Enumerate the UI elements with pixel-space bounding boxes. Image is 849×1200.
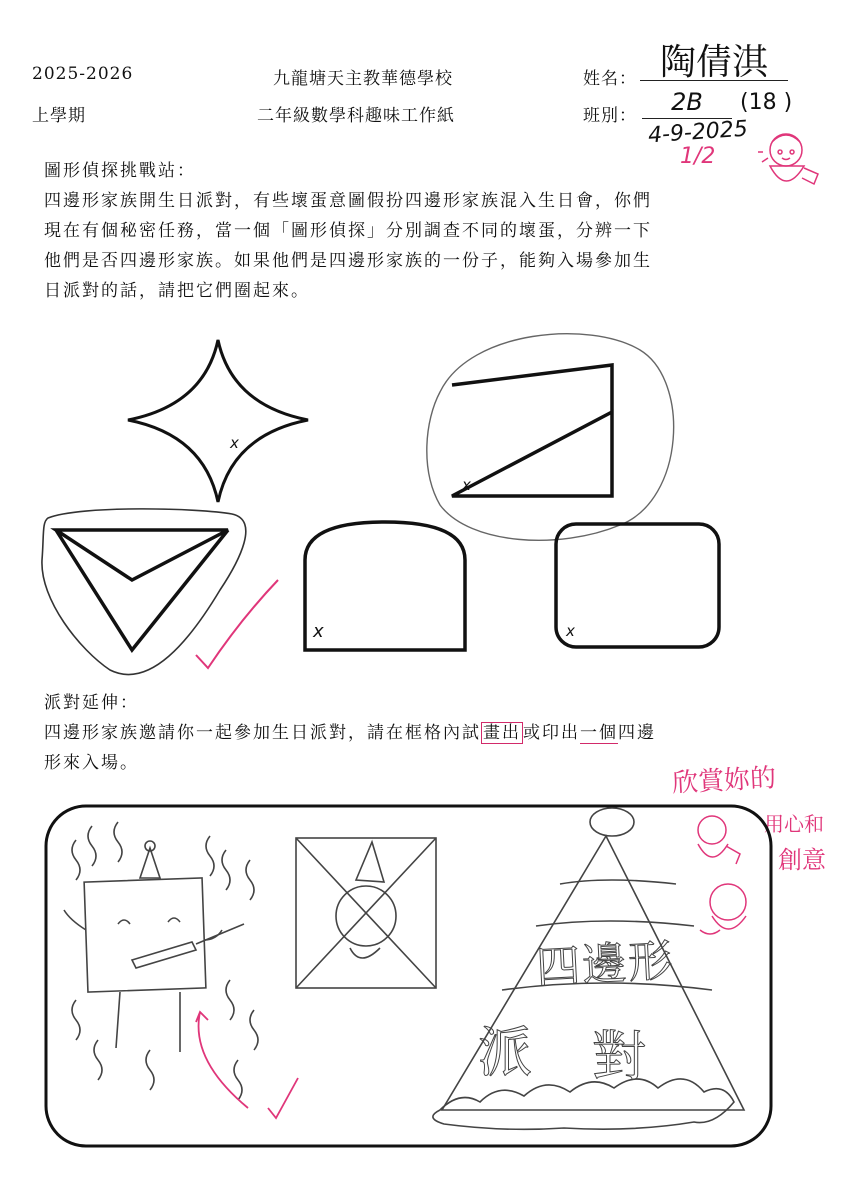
character-sticker [698, 816, 740, 864]
class-field: 2B [642, 88, 732, 119]
x-mark: x [462, 476, 471, 494]
x-mark: x [313, 621, 324, 642]
school-year: 2025-2026 [32, 64, 134, 84]
boxed-word: 畫出 [483, 723, 521, 743]
hat-text: 四邊形 [534, 935, 676, 994]
x-mark: x [230, 434, 239, 452]
school-name: 九龍塘天主教華德學校 [273, 69, 453, 89]
name-field: 陶倩淇 [640, 34, 788, 81]
square-character-drawing [64, 822, 258, 1100]
underlined-word: 一個 [580, 723, 618, 743]
x-mark: x [566, 622, 575, 640]
score: 1/2 [680, 144, 716, 169]
character-sticker [700, 884, 746, 934]
class-number: (18 ) [740, 90, 793, 115]
instruction-text: 四邊 [618, 723, 656, 743]
teacher-comment-line1: 欣賞妳的 [671, 763, 777, 799]
worksheet-title: 二年級數學科趣味工作紙 [257, 106, 455, 126]
section1-title: 圖形偵探挑戰站： [44, 161, 196, 181]
section1-line: 現在有個秘密任務，當一個「圖形偵探」分別調查不同的壞蛋，分辨一下 [44, 221, 652, 241]
instruction-text: 四邊形家族邀請你一起參加生日派對，請在框格內試 [44, 723, 481, 743]
section1-line: 四邊形家族開生日派對，有些壞蛋意圖假扮四邊形家族混入生日會，你們 [44, 191, 652, 211]
teacher-comment-line3: 創意 [778, 846, 826, 874]
date: 4-9-2025 [647, 116, 749, 149]
section1-line: 他們是否四邊形家族。如果他們是四邊形家族的一份子，能夠入場參加生 [44, 251, 652, 271]
instruction-text: 或印出 [523, 723, 580, 743]
teacher-comment-line2: 用心和 [764, 812, 824, 836]
section1-line: 日派對的話，請把它們圈起來。 [44, 281, 310, 301]
crossed-box-drawing [296, 838, 436, 988]
section2-line2: 形來入場。 [44, 753, 139, 773]
name-label: 姓名： [583, 69, 637, 89]
party-text-2: 對 [592, 1025, 646, 1088]
check-mark [268, 1078, 298, 1118]
party-text-1: 派 [478, 1021, 532, 1084]
arrow-mark [196, 1012, 248, 1108]
class-label: 班別： [583, 106, 637, 126]
section2-title: 派對延伸： [44, 693, 139, 713]
term: 上學期 [32, 106, 86, 126]
